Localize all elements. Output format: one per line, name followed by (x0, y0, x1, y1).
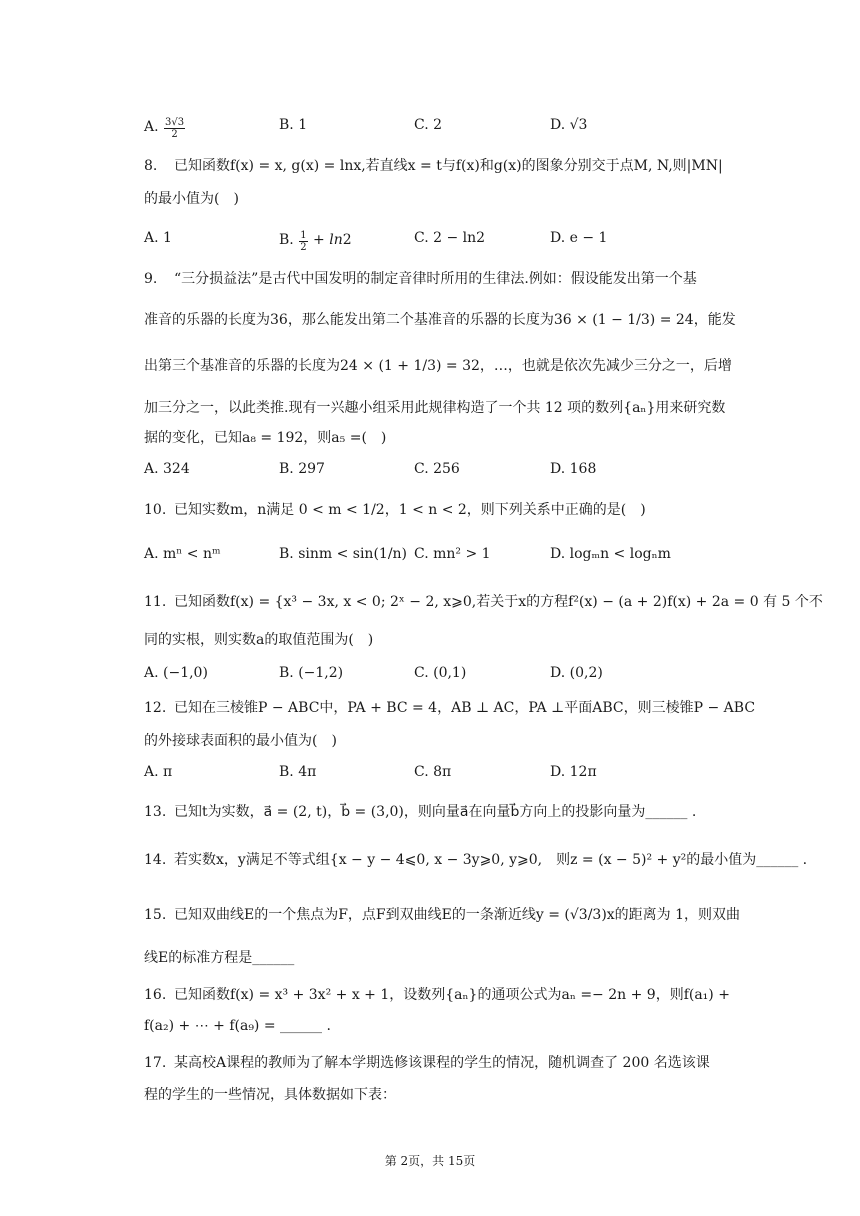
q17-stem-line1: 17. 某高校A课程的教师为了解本学期选修该课程的学生的情况，随机调查了 200 名选该课 (144, 1055, 710, 1071)
q12-option-b: B. 4π (279, 764, 317, 780)
q11-option-b: B. (−1,2) (279, 665, 344, 681)
q8-stem-line2: 的最小值为( ) (144, 191, 239, 207)
q10-stem-line1: 10. 已知实数m，n满足 0 < m < 1/2，1 < n < 2，则下列关系中正确的是( ) (144, 502, 646, 518)
q9-options (144, 461, 744, 481)
q7-option-d: D. √3 (550, 117, 588, 133)
q9-stem-line4: 加三分之一，以此类推.现有一兴趣小组采用此规律构造了一个共 12 项的数列{aₙ}用来研究数 (144, 400, 726, 416)
page-footer: 第 2页，共 15页 (384, 1154, 476, 1168)
q13-stem-line1: 13. 已知t为实数，a⃗ = (2, t)，b⃗ = (3,0)，则向量a⃗在向量b⃗方向上的投影向量为______ . (144, 804, 697, 820)
q9-stem-line2: 准音的乐器的长度为36，那么能发出第二个基准音的乐器的长度为36 × (1 − 1/3) = 24，能发 (144, 312, 736, 328)
q7-options (144, 117, 744, 140)
q8-option-d: D. e − 1 (550, 230, 608, 246)
q9-option-b: B. 297 (279, 461, 325, 477)
q7-option-b: B. 1 (279, 117, 308, 133)
q12-option-c: C. 8π (414, 764, 452, 780)
q9-stem-line1: 9. “三分损益法”是古代中国发明的制定音律时所用的生律法.例如：假设能发出第一个基 (144, 271, 697, 287)
q8-option-c: C. 2 − ln2 (414, 230, 486, 246)
q8-options (144, 230, 744, 253)
q16-stem-line1: 16. 已知函数f(x) = x³ + 3x² + x + 1，设数列{aₙ}的通项公式为aₙ =− 2n + 9，则f(a₁) + (144, 987, 730, 1003)
q10-option-c: C. mn² > 1 (414, 546, 491, 562)
q9-option-a: A. 324 (144, 461, 190, 477)
q9-stem-line5: 据的变化，已知a₈ = 192，则a₅ =( ) (144, 430, 387, 446)
q12-stem-line1: 12. 已知在三棱锥P − ABC中，PA + BC = 4，AB ⊥ AC，PA ⊥平面ABC，则三棱锥P − ABC (144, 700, 756, 716)
q15-stem-line1: 15. 已知双曲线E的一个焦点为F，点F到双曲线E的一条渐近线y = (√3/3)x的距离为 1，则双曲 (144, 907, 741, 923)
q9-stem-line3: 出第三个基准音的乐器的长度为24 × (1 + 1/3) = 32，…，也就是依次先减少三分之一，后增 (144, 358, 732, 374)
q7-option-a: A. $\frac{3√3}{2}$ (144, 117, 185, 140)
q11-option-a: A. (−1,0) (144, 665, 208, 681)
q11-stem-line1: 11. 已知函数f(x) = {x³ − 3x, x < 0; 2ˣ − 2, x⩾0,若关于x的方程f²(x) − (a + 2)f(x) + 2a = 0 有 5 个不 (144, 594, 823, 610)
q12-stem-line2: 的外接球表面积的最小值为( ) (144, 733, 337, 749)
q12-option-a: A. π (144, 764, 173, 780)
q8-stem-line1: 8. 已知函数f(x) = x, g(x) = lnx,若直线x = t与f(x)和g(x)的图象分别交于点M, N,则|MN| (144, 158, 723, 174)
q17-stem-line2: 程的学生的一些情况，具体数据如下表： (144, 1087, 396, 1103)
q11-stem-line2: 同的实根，则实数a的取值范围为( ) (144, 632, 374, 648)
q12-options (144, 764, 744, 784)
q8-option-a: A. 1 (144, 230, 172, 246)
q7-option-c: C. 2 (414, 117, 443, 133)
q9-option-c: C. 256 (414, 461, 460, 477)
q11-options (144, 665, 744, 685)
q8-option-b: B. $\frac{1}{2}$ + ln2 (279, 230, 352, 253)
q10-option-a: A. mⁿ < nᵐ (144, 546, 221, 562)
q10-options (144, 546, 744, 566)
q16-stem-line2: f(a₂) + ⋯ + f(a₉) = ______ . (144, 1018, 331, 1034)
q14-stem-line1: 14. 若实数x，y满足不等式组{x − y − 4⩽0, x − 3y⩾0, y⩾0, 则z = (x − 5)² + y²的最小值为______ . (144, 852, 808, 868)
q12-option-d: D. 12π (550, 764, 597, 780)
q11-option-d: D. (0,2) (550, 665, 603, 681)
q15-stem-line2: 线E的标准方程是______ (144, 950, 295, 966)
q11-option-c: C. (0,1) (414, 665, 467, 681)
q10-option-d: D. logₘn < logₙm (550, 546, 671, 562)
q10-option-b: B. sinm < sin(1/n) (279, 546, 408, 562)
q9-option-d: D. 168 (550, 461, 597, 477)
